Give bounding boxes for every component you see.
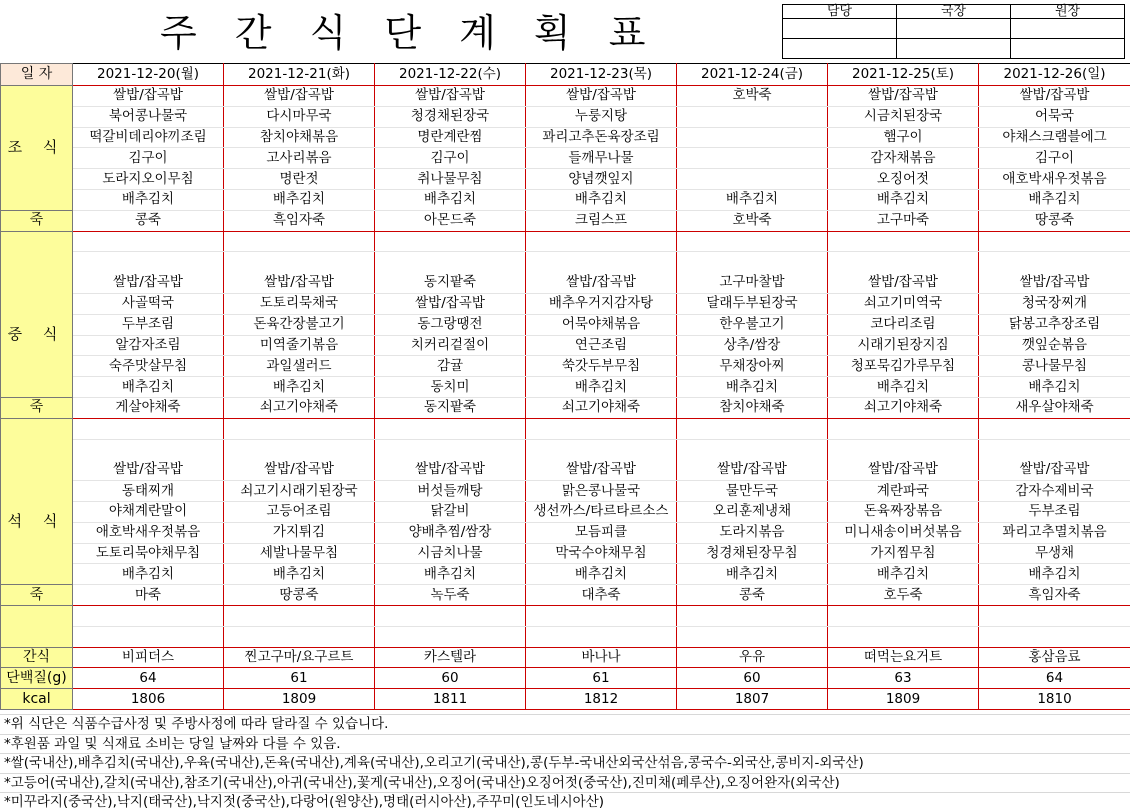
menu-item: 쌀밥/잡곡밥 [73, 273, 224, 294]
menu-row [1, 460, 1130, 481]
menu-item: 청경채된장무침 [677, 543, 828, 564]
menu-item: 취나물무침 [375, 169, 526, 190]
note-line: *쌀(국내산),배추김치(국내산),우육(국내산),돈육(국내산),계육(국내산),오리고기(국내산),콩(두부-국내산외국산섞음,콩국수-외국산,콩비지-외국산) [0, 753, 1130, 773]
porridge-label: 죽 [1, 585, 73, 606]
menu-item: 고사리볶음 [224, 148, 375, 169]
menu-item: 다시마무국 [224, 106, 375, 127]
meal-label: 중 식 [1, 273, 73, 398]
spacer-cell [828, 231, 979, 252]
porridge-item: 호두죽 [828, 585, 979, 606]
menu-item: 쌀밥/잡곡밥 [828, 86, 979, 107]
menu-item: 깻잎순볶음 [979, 335, 1130, 356]
menu-item: 배추김치 [73, 189, 224, 210]
menu-item: 시래기된장지짐 [828, 335, 979, 356]
menu-item: 배추김치 [375, 189, 526, 210]
menu-item: 배추김치 [979, 377, 1130, 398]
spacer-cell [526, 252, 677, 273]
menu-item: 돈육짜장볶음 [828, 501, 979, 522]
meal-label: 석 식 [1, 460, 73, 585]
porridge-item: 땅콩죽 [979, 210, 1130, 231]
menu-item: 누룽지탕 [526, 106, 677, 127]
signature-cell [1011, 19, 1125, 59]
menu-item: 고등어조림 [224, 501, 375, 522]
menu-item: 쌀밥/잡곡밥 [224, 273, 375, 294]
menu-item: 도라지오이무침 [73, 169, 224, 190]
menu-item: 달래두부된장국 [677, 293, 828, 314]
menu-item: 오리훈제냉채 [677, 501, 828, 522]
spacer-cell [677, 252, 828, 273]
spacer-cell [526, 231, 677, 252]
porridge-row [1, 397, 1130, 418]
snack-item: 찐고구마/요구르트 [224, 647, 375, 668]
menu-item [677, 127, 828, 148]
menu-item: 쌀밥/잡곡밥 [828, 273, 979, 294]
day-header: 2021-12-26(일) [979, 64, 1130, 86]
menu-item: 동치미 [375, 377, 526, 398]
spacer-cell [828, 418, 979, 439]
menu-item: 오징어젓 [828, 169, 979, 190]
spacer-cell [979, 439, 1130, 460]
porridge-item: 크림스프 [526, 210, 677, 231]
menu-item: 버섯들깨탕 [375, 481, 526, 502]
menu-row [1, 148, 1130, 169]
note-line: *고등어(국내산),갈치(국내산),참조기(국내산),아귀(국내산),꽃게(국내산),오징어(국내산)오징어젓(중국산),진미채(페루산),오징어완자(외국산) [0, 773, 1130, 793]
kcal-value: 1806 [73, 689, 224, 710]
day-header: 2021-12-20(월) [73, 64, 224, 86]
spacer-cell [979, 252, 1130, 273]
menu-item: 야채스크램블에그 [979, 127, 1130, 148]
menu-item: 쌀밥/잡곡밥 [526, 86, 677, 107]
snack-item: 비피더스 [73, 647, 224, 668]
menu-item: 감자채볶음 [828, 148, 979, 169]
day-header: 2021-12-24(금) [677, 64, 828, 86]
menu-item: 김구이 [979, 148, 1130, 169]
approval-role: 담당 [783, 5, 897, 19]
spacer-cell [73, 439, 224, 460]
menu-item: 가지찜무침 [828, 543, 979, 564]
snack-item: 떠먹는요거트 [828, 647, 979, 668]
spacer-row [1, 605, 1130, 626]
menu-row [1, 564, 1130, 585]
menu-item: 쌀밥/잡곡밥 [375, 460, 526, 481]
menu-item: 꽈리고추멸치볶음 [979, 522, 1130, 543]
protein-value: 63 [828, 668, 979, 689]
spacer-cell [224, 626, 375, 647]
porridge-item: 쇠고기야채죽 [828, 397, 979, 418]
menu-item: 쌀밥/잡곡밥 [979, 86, 1130, 107]
menu-item: 김구이 [375, 148, 526, 169]
protein-value: 64 [979, 668, 1130, 689]
menu-item: 쇠고기미역국 [828, 293, 979, 314]
approval-box [782, 4, 1125, 59]
menu-item: 배추김치 [677, 564, 828, 585]
spacer-row [1, 439, 1130, 460]
spacer-cell [828, 252, 979, 273]
menu-row [1, 293, 1130, 314]
kcal-row [1, 689, 1130, 710]
menu-row [1, 127, 1130, 148]
menu-item: 과일샐러드 [224, 356, 375, 377]
menu-item: 배추김치 [224, 377, 375, 398]
kcal-value: 1811 [375, 689, 526, 710]
menu-item: 세발나물무침 [224, 543, 375, 564]
spacer-cell [73, 605, 224, 626]
menu-row [1, 481, 1130, 502]
note-line: *후원품 과일 및 식재료 소비는 당일 날짜와 다를 수 있음. [0, 734, 1130, 754]
spacer-cell [979, 605, 1130, 626]
spacer-cell [224, 231, 375, 252]
menu-item: 햄구이 [828, 127, 979, 148]
spacer-cell [375, 626, 526, 647]
menu-item: 쌀밥/잡곡밥 [73, 460, 224, 481]
menu-item: 들깨무나물 [526, 148, 677, 169]
spacer-cell [224, 418, 375, 439]
spacer-row [1, 626, 1130, 647]
menu-item: 어묵야채볶음 [526, 314, 677, 335]
spacer-cell [375, 252, 526, 273]
snack-item: 홍삼음료 [979, 647, 1130, 668]
protein-row [1, 668, 1130, 689]
meal-label: 조 식 [1, 86, 73, 211]
kcal-label: kcal [1, 689, 73, 710]
menu-item: 배추김치 [979, 189, 1130, 210]
menu-item: 명란젓 [224, 169, 375, 190]
spacer-cell [375, 605, 526, 626]
menu-item: 꽈리고추돈육장조림 [526, 127, 677, 148]
menu-item [677, 169, 828, 190]
menu-row [1, 314, 1130, 335]
menu-item: 배추김치 [979, 564, 1130, 585]
menu-item: 고구마찰밥 [677, 273, 828, 294]
menu-item: 쌀밥/잡곡밥 [526, 460, 677, 481]
menu-item: 무채장아찌 [677, 356, 828, 377]
menu-row [1, 335, 1130, 356]
spacer-cell [224, 252, 375, 273]
menu-item: 시금치된장국 [828, 106, 979, 127]
porridge-item: 대추죽 [526, 585, 677, 606]
spacer-cell [526, 439, 677, 460]
menu-item: 동그랑땡전 [375, 314, 526, 335]
spacer-cell [375, 231, 526, 252]
menu-item: 계란파국 [828, 481, 979, 502]
spacer-cell [73, 626, 224, 647]
spacer-cell [828, 626, 979, 647]
menu-row [1, 189, 1130, 210]
menu-item: 두부조림 [73, 314, 224, 335]
signature-cell [897, 19, 1011, 59]
porridge-row [1, 585, 1130, 606]
menu-row [1, 106, 1130, 127]
porridge-item: 고구마죽 [828, 210, 979, 231]
menu-item: 배추김치 [828, 377, 979, 398]
protein-value: 61 [224, 668, 375, 689]
spacer-cell [828, 439, 979, 460]
menu-item: 감귤 [375, 356, 526, 377]
spacer-cell [979, 626, 1130, 647]
protein-value: 61 [526, 668, 677, 689]
note-line: *위 식단은 식품수급사정 및 주방사정에 따라 달라질 수 있습니다. [0, 714, 1130, 734]
menu-item: 쑥갓두부무침 [526, 356, 677, 377]
protein-label: 단백질(g) [1, 668, 73, 689]
menu-item: 상추/쌈장 [677, 335, 828, 356]
spacer-cell [375, 418, 526, 439]
menu-item: 시금치나물 [375, 543, 526, 564]
menu-item: 김구이 [73, 148, 224, 169]
menu-item: 배추김치 [677, 377, 828, 398]
spacer-cell [677, 231, 828, 252]
menu-item: 코다리조림 [828, 314, 979, 335]
spacer-row [1, 418, 1130, 439]
day-header: 2021-12-22(수) [375, 64, 526, 86]
menu-item: 배추김치 [73, 377, 224, 398]
menu-item: 닭봉고추장조림 [979, 314, 1130, 335]
porridge-item: 쇠고기야채죽 [526, 397, 677, 418]
menu-row [1, 501, 1130, 522]
spacer-cell [526, 626, 677, 647]
spacer-cell [73, 418, 224, 439]
protein-value: 64 [73, 668, 224, 689]
porridge-item: 게살야채죽 [73, 397, 224, 418]
menu-item: 배추김치 [526, 189, 677, 210]
menu-item: 무생채 [979, 543, 1130, 564]
menu-item: 북어콩나물국 [73, 106, 224, 127]
spacer-label [1, 605, 73, 647]
kcal-value: 1809 [224, 689, 375, 710]
menu-item: 도라지볶음 [677, 522, 828, 543]
menu-item: 쌀밥/잡곡밥 [224, 86, 375, 107]
menu-row [1, 169, 1130, 190]
menu-item: 도토리묵채국 [224, 293, 375, 314]
menu-item: 배추김치 [224, 189, 375, 210]
porridge-item: 콩죽 [677, 585, 828, 606]
kcal-value: 1810 [979, 689, 1130, 710]
porridge-item: 흑임자죽 [979, 585, 1130, 606]
menu-item [677, 106, 828, 127]
menu-item: 배추김치 [375, 564, 526, 585]
menu-item: 동태찌개 [73, 481, 224, 502]
menu-item: 떡갈비데리야끼조림 [73, 127, 224, 148]
menu-item: 감자수제비국 [979, 481, 1130, 502]
spacer-cell [224, 439, 375, 460]
menu-row [1, 543, 1130, 564]
spacer-cell [73, 252, 224, 273]
menu-item: 양배추찜/쌈장 [375, 522, 526, 543]
menu-item: 호박죽 [677, 86, 828, 107]
menu-item: 미역줄기볶음 [224, 335, 375, 356]
spacer-cell [677, 439, 828, 460]
porridge-item: 새우살야채죽 [979, 397, 1130, 418]
menu-item: 모듬피클 [526, 522, 677, 543]
page-title: 주 간 식 단 계 획 표 [160, 11, 659, 55]
porridge-item: 흑임자죽 [224, 210, 375, 231]
kcal-value: 1807 [677, 689, 828, 710]
porridge-item: 땅콩죽 [224, 585, 375, 606]
menu-item: 막국수야채무침 [526, 543, 677, 564]
spacer-cell [979, 231, 1130, 252]
spacer-label [1, 231, 73, 273]
snack-item: 우유 [677, 647, 828, 668]
menu-item: 청경채된장국 [375, 106, 526, 127]
menu-item: 쌀밥/잡곡밥 [224, 460, 375, 481]
menu-item: 두부조림 [979, 501, 1130, 522]
signature-cell [783, 19, 897, 59]
menu-item: 쌀밥/잡곡밥 [375, 86, 526, 107]
weekly-menu-table [0, 63, 1130, 710]
menu-row [1, 86, 1130, 107]
spacer-cell [73, 231, 224, 252]
menu-item: 명란계란찜 [375, 127, 526, 148]
protein-value: 60 [677, 668, 828, 689]
snack-item: 카스텔라 [375, 647, 526, 668]
approval-role: 원장 [1011, 5, 1125, 19]
menu-item: 쌀밥/잡곡밥 [677, 460, 828, 481]
snack-label: 간식 [1, 647, 73, 668]
menu-item: 배추김치 [526, 564, 677, 585]
menu-row [1, 522, 1130, 543]
menu-item: 쌀밥/잡곡밥 [979, 460, 1130, 481]
porridge-label: 죽 [1, 210, 73, 231]
spacer-cell [677, 626, 828, 647]
day-header: 2021-12-25(토) [828, 64, 979, 86]
menu-row [1, 377, 1130, 398]
menu-item: 한우불고기 [677, 314, 828, 335]
menu-item: 참치야채볶음 [224, 127, 375, 148]
porridge-item: 호박죽 [677, 210, 828, 231]
day-header: 2021-12-21(화) [224, 64, 375, 86]
menu-item: 쌀밥/잡곡밥 [375, 293, 526, 314]
spacer-cell [526, 418, 677, 439]
porridge-row [1, 210, 1130, 231]
menu-item: 동지팥죽 [375, 273, 526, 294]
menu-item: 사골떡국 [73, 293, 224, 314]
spacer-label [1, 418, 73, 460]
menu-item: 배추김치 [224, 564, 375, 585]
kcal-value: 1812 [526, 689, 677, 710]
menu-item: 배추김치 [526, 377, 677, 398]
spacer-row [1, 231, 1130, 252]
porridge-label: 죽 [1, 397, 73, 418]
menu-item: 쌀밥/잡곡밥 [828, 460, 979, 481]
menu-row [1, 356, 1130, 377]
menu-item: 콩나물무침 [979, 356, 1130, 377]
spacer-cell [224, 605, 375, 626]
porridge-item: 동지팥죽 [375, 397, 526, 418]
menu-row [1, 273, 1130, 294]
menu-item: 배추김치 [828, 189, 979, 210]
date-label: 일 자 [1, 64, 73, 86]
kcal-value: 1809 [828, 689, 979, 710]
menu-item [677, 148, 828, 169]
menu-item: 배추김치 [677, 189, 828, 210]
menu-item: 배추김치 [828, 564, 979, 585]
day-header: 2021-12-23(목) [526, 64, 677, 86]
menu-item: 연근조림 [526, 335, 677, 356]
menu-item: 생선까스/타르타르소스 [526, 501, 677, 522]
porridge-item: 마죽 [73, 585, 224, 606]
menu-item: 배추우거지감자탕 [526, 293, 677, 314]
spacer-cell [677, 418, 828, 439]
menu-item: 물만두국 [677, 481, 828, 502]
spacer-cell [677, 605, 828, 626]
protein-value: 60 [375, 668, 526, 689]
menu-item: 가지튀김 [224, 522, 375, 543]
porridge-item: 쇠고기야채죽 [224, 397, 375, 418]
note-line: *미꾸라지(중국산),낙지(태국산),낙지젓(중국산),다랑어(원양산),명태(러시아산),주꾸미(인도네시아산) [0, 792, 1130, 812]
spacer-cell [375, 439, 526, 460]
menu-item: 배추김치 [73, 564, 224, 585]
menu-item: 쌀밥/잡곡밥 [73, 86, 224, 107]
snack-row [1, 647, 1130, 668]
menu-item: 어묵국 [979, 106, 1130, 127]
porridge-item: 참치야채죽 [677, 397, 828, 418]
menu-item: 닭갈비 [375, 501, 526, 522]
menu-item: 미니새송이버섯볶음 [828, 522, 979, 543]
menu-item: 숙주맛살무침 [73, 356, 224, 377]
menu-item: 쌀밥/잡곡밥 [979, 273, 1130, 294]
menu-item: 맑은콩나물국 [526, 481, 677, 502]
menu-item: 야채계란말이 [73, 501, 224, 522]
snack-item: 바나나 [526, 647, 677, 668]
spacer-cell [979, 418, 1130, 439]
menu-item: 쌀밥/잡곡밥 [526, 273, 677, 294]
menu-item: 도토리묵야채무침 [73, 543, 224, 564]
menu-item: 양념깻잎지 [526, 169, 677, 190]
notes [0, 714, 1130, 812]
menu-item: 알감자조림 [73, 335, 224, 356]
menu-item: 치커리겉절이 [375, 335, 526, 356]
approval-role: 국장 [897, 5, 1011, 19]
menu-item: 애호박새우젓볶음 [73, 522, 224, 543]
menu-item: 청포묵김가루무침 [828, 356, 979, 377]
spacer-row [1, 252, 1130, 273]
porridge-item: 콩죽 [73, 210, 224, 231]
porridge-item: 녹두죽 [375, 585, 526, 606]
menu-item: 쇠고기시래기된장국 [224, 481, 375, 502]
menu-item: 돈육간장불고기 [224, 314, 375, 335]
header-row [1, 64, 1130, 86]
menu-item: 애호박새우젓볶음 [979, 169, 1130, 190]
spacer-cell [526, 605, 677, 626]
menu-item: 청국장찌개 [979, 293, 1130, 314]
porridge-item: 아몬드죽 [375, 210, 526, 231]
spacer-cell [828, 605, 979, 626]
